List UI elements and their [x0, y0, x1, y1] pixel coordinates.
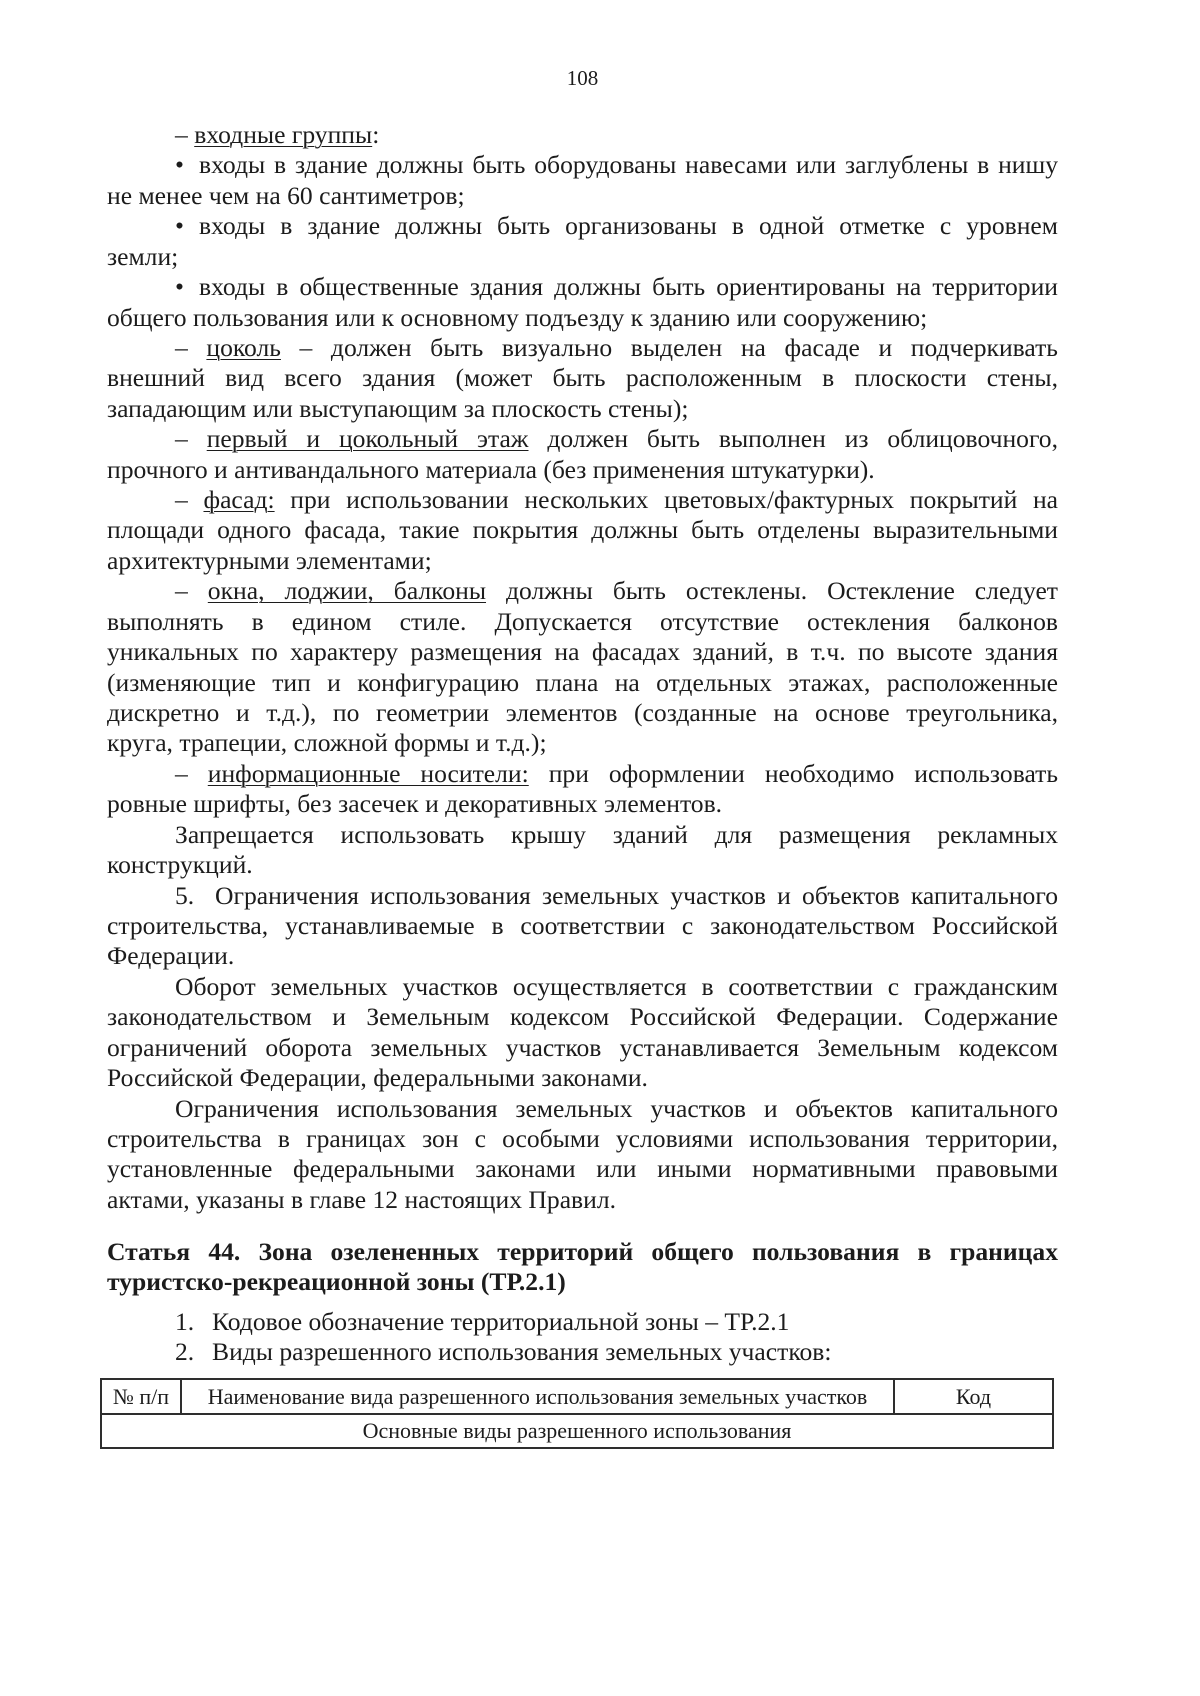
- list-number: 2.: [175, 1337, 195, 1367]
- text-line: Ограничения использования земельных участков и объектов капитального: [175, 1093, 1058, 1123]
- text-line: Запрещается использовать крышу зданий для размещения рекламных: [175, 819, 1058, 849]
- underlined-term: входные группы: [194, 120, 373, 149]
- text-line: (изменяющие тип и конфигурацию плана на отдельных этажах, расположенные: [107, 667, 1058, 697]
- text-line: [107, 759, 1058, 789]
- text-line: круга, трапеции, сложной формы и т.д.);: [107, 728, 547, 758]
- text-line: выполнять в едином стиле. Допускается отсутствие остекления балконов: [107, 606, 1058, 636]
- table-header-cell: Наименование вида разрешенного использования земельных участков: [181, 1379, 894, 1414]
- paragraph-roof-ban: [107, 820, 1058, 881]
- paragraph-entrance-groups: [107, 120, 1058, 150]
- text-line: конструкций.: [107, 850, 253, 880]
- text-line: Российской Федерации, федеральными законами.: [107, 1063, 648, 1093]
- heading-line: Статья 44. Зона озелененных территорий общего пользования в границах: [107, 1237, 1058, 1266]
- text-segment: должны быть остеклены. Остекление следует: [486, 576, 1058, 606]
- text-line: ровные шрифты, без засечек и декоративных элементов.: [107, 789, 723, 819]
- text-line: [107, 150, 1058, 180]
- bullet-item: [107, 150, 1058, 211]
- underlined-term: информационные носители:: [207, 758, 529, 788]
- text-line: [107, 211, 1058, 241]
- text-segment: входы в здание должны быть оборудованы навесами или заглублены в нишу: [199, 150, 1058, 180]
- dash-marker: –: [175, 120, 195, 149]
- text-line: строительства, устанавливаемые в соответствии с законодательством Российской: [107, 910, 1058, 940]
- text-line: общего пользования или к основному подъезду к зданию или сооружению;: [107, 302, 928, 332]
- text-line: строительства в границах зон с особыми условиями использования территории,: [107, 1123, 1058, 1153]
- dash-marker: –: [175, 576, 208, 606]
- text-line: законодательством и Земельным кодексом Российской Федерации. Содержание: [107, 1002, 1058, 1032]
- text-line: дискретно и т.д.), по геометрии элементов (созданные на основе треугольника,: [107, 698, 1058, 728]
- article-heading: [107, 1237, 1058, 1298]
- text-segment: – должен быть визуально выделен на фасаде и подчеркивать: [280, 332, 1058, 362]
- text-segment: при оформлении необходимо использовать: [528, 758, 1058, 788]
- bullet-item: [107, 211, 1058, 272]
- text-segment: Ограничения использования земельных участков и объектов капитального: [215, 880, 1058, 910]
- text-line: уникальных по характеру размещения на фасадах зданий, в т.ч. по высоте здания: [107, 637, 1058, 667]
- list-item-text: Виды разрешенного использования земельных участков:: [212, 1337, 832, 1367]
- table-header-row: [101, 1379, 1053, 1414]
- text-line: не менее чем на 60 сантиметров;: [107, 180, 465, 210]
- paragraph-info-media: [107, 759, 1058, 820]
- underlined-term: первый и цокольный этаж: [206, 424, 529, 454]
- table-section-cell: Основные виды разрешенного использования: [101, 1414, 1053, 1448]
- paragraph-ground-floor: [107, 424, 1058, 485]
- text-line: площади одного фасада, такие покрытия должны быть отделены выразительными: [107, 515, 1058, 545]
- land-use-table: [100, 1378, 1054, 1449]
- table-section-row: [101, 1414, 1053, 1448]
- text-line: [107, 272, 1058, 302]
- page-number: 108: [566, 66, 599, 90]
- text-line: Оборот земельных участков осуществляется в соответствии с гражданским: [175, 971, 1058, 1001]
- text-line: внешний вид всего здания (может быть расположенным в плоскости стены,: [107, 363, 1058, 393]
- table-header-cell: Код: [894, 1379, 1053, 1414]
- bullet-marker: •: [175, 211, 184, 241]
- dash-marker: –: [175, 332, 207, 362]
- dash-marker: –: [175, 424, 207, 454]
- list-item-text: Кодовое обозначение территориальной зоны – ТР.2.1: [212, 1307, 790, 1336]
- section-5-paragraph: [107, 881, 1058, 972]
- text-line: [107, 333, 1058, 363]
- text-line: [107, 576, 1058, 606]
- text-segment: входы в здание должны быть организованы в одной отметке с уровнем: [199, 211, 1058, 241]
- underlined-term: окна, лоджии, балконы: [207, 576, 487, 606]
- paragraph-windows: [107, 576, 1058, 759]
- list-item: [107, 1307, 1058, 1337]
- text-line: установленные федеральными законами или иными нормативными правовыми: [107, 1154, 1058, 1184]
- text-line: ограничений оборота земельных участков устанавливается Земельным кодексом: [107, 1032, 1058, 1062]
- section-number: 5.: [175, 880, 195, 910]
- text-line: Федерации.: [107, 941, 235, 971]
- underlined-term: цоколь: [206, 332, 281, 362]
- text-line: актами, указаны в главе 12 настоящих Правил.: [107, 1184, 617, 1214]
- text-segment: должен быть выполнен из облицовочного,: [528, 424, 1058, 454]
- paragraph-zone-restrictions: [107, 1094, 1058, 1216]
- text-line: [107, 881, 1058, 911]
- text-line: прочного и антивандального материала (без применения штукатурки).: [107, 454, 875, 484]
- text-line: земли;: [107, 241, 179, 271]
- paragraph-land-turnover: [107, 972, 1058, 1094]
- dash-marker: –: [175, 758, 208, 788]
- bullet-marker: •: [175, 150, 184, 180]
- list-number: 1.: [175, 1307, 195, 1336]
- text-segment: :: [372, 120, 380, 149]
- paragraph-facade: [107, 485, 1058, 576]
- document-body: [107, 120, 1058, 1215]
- numbered-list: [107, 1307, 1058, 1368]
- paragraph-plinth: [107, 333, 1058, 424]
- text-segment: при использовании нескольких цветовых/фактурных покрытий на: [274, 485, 1059, 515]
- text-line: архитектурными элементами;: [107, 545, 432, 575]
- text-line: западающим или выступающим за плоскость стены);: [107, 393, 689, 423]
- table-header-cell: № п/п: [101, 1379, 181, 1414]
- list-item: [107, 1337, 1058, 1367]
- bullet-item: [107, 272, 1058, 333]
- underlined-term: фасад:: [203, 485, 275, 515]
- text-line: [107, 120, 1058, 150]
- bullet-marker: •: [175, 272, 184, 302]
- text-line: [107, 485, 1058, 515]
- text-line: [107, 424, 1058, 454]
- text-segment: входы в общественные здания должны быть ориентированы на территории: [199, 272, 1058, 302]
- heading-line: туристско-рекреационной зоны (ТР.2.1): [107, 1267, 566, 1297]
- dash-marker: –: [175, 485, 204, 515]
